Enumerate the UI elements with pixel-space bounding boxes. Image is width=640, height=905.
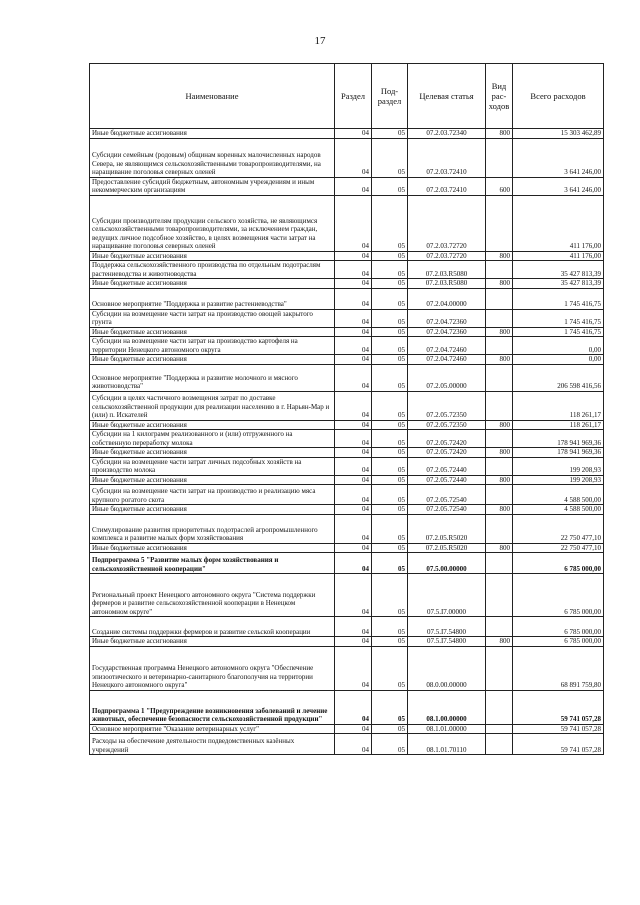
cell-subsection: 05 (372, 646, 408, 690)
cell-kind (486, 514, 513, 543)
cell-kind (486, 690, 513, 724)
table-row (90, 195, 604, 251)
cell-total: 6 785 000,00 (513, 553, 604, 574)
table-row (90, 251, 604, 261)
cell-target: 08.1.01.70110 (408, 734, 486, 755)
cell-name: Иные бюджетные ассигнования (90, 475, 335, 485)
cell-section: 04 (335, 138, 372, 177)
cell-subsection: 05 (372, 288, 408, 309)
cell-target: 07.2.05.72350 (408, 420, 486, 430)
cell-total: 3 641 246,00 (513, 138, 604, 177)
cell-subsection: 05 (372, 553, 408, 574)
table-row (90, 327, 604, 337)
cell-target: 07.2.03.R5080 (408, 261, 486, 279)
table-row (90, 690, 604, 724)
cell-target: 07.2.04.72460 (408, 355, 486, 365)
cell-section: 04 (335, 327, 372, 337)
cell-target: 07.2.03.R5080 (408, 279, 486, 289)
cell-total: 6 785 000,00 (513, 574, 604, 617)
cell-name: Субсидии семейным (родовым) общинам коренных малочисленных народов Севера, не являющимся сельскохозяйственными товаропроизводителями, на наращивание поголовья северных оленей (90, 138, 335, 177)
cell-subsection: 05 (372, 690, 408, 724)
cell-section: 04 (335, 364, 372, 391)
cell-subsection: 05 (372, 420, 408, 430)
cell-total: 15 303 462,89 (513, 129, 604, 139)
table-row (90, 279, 604, 289)
cell-section: 04 (335, 195, 372, 251)
cell-kind: 800 (486, 327, 513, 337)
table-row (90, 448, 604, 458)
cell-total: 4 588 500,00 (513, 485, 604, 505)
cell-kind (486, 457, 513, 475)
table-row (90, 364, 604, 391)
cell-target: 07.2.03.72410 (408, 177, 486, 195)
cell-name: Иные бюджетные ассигнования (90, 505, 335, 515)
cell-subsection: 05 (372, 391, 408, 420)
header-name: Наименование (90, 64, 335, 129)
cell-target: 07.2.05.00000 (408, 364, 486, 391)
cell-kind (486, 430, 513, 448)
cell-subsection: 05 (372, 309, 408, 327)
header-subsection: Под-раздел (372, 64, 408, 129)
cell-kind (486, 724, 513, 734)
table-row (90, 505, 604, 515)
cell-target: 07.2.04.72360 (408, 309, 486, 327)
cell-total: 59 741 057,28 (513, 690, 604, 724)
cell-subsection: 05 (372, 724, 408, 734)
cell-kind: 800 (486, 279, 513, 289)
table-header-row (90, 64, 604, 129)
cell-name: Иные бюджетные ассигнования (90, 327, 335, 337)
table-row (90, 457, 604, 475)
table-row (90, 617, 604, 637)
cell-section: 04 (335, 485, 372, 505)
cell-kind (486, 261, 513, 279)
cell-target: 07.2.04.72360 (408, 327, 486, 337)
table-row (90, 129, 604, 139)
cell-subsection: 05 (372, 475, 408, 485)
cell-subsection: 05 (372, 574, 408, 617)
cell-subsection: 05 (372, 251, 408, 261)
cell-section: 04 (335, 251, 372, 261)
table-row (90, 337, 604, 355)
cell-subsection: 05 (372, 129, 408, 139)
cell-subsection: 05 (372, 364, 408, 391)
cell-subsection: 05 (372, 617, 408, 637)
cell-section: 04 (335, 514, 372, 543)
cell-target: 07.2.05.72420 (408, 448, 486, 458)
cell-total: 411 176,00 (513, 195, 604, 251)
cell-section: 04 (335, 690, 372, 724)
cell-kind: 800 (486, 637, 513, 647)
table-row (90, 485, 604, 505)
cell-section: 04 (335, 505, 372, 515)
cell-subsection: 05 (372, 485, 408, 505)
cell-name: Расходы на обеспечение деятельности подведомственных казённых учреждений (90, 734, 335, 755)
cell-total: 59 741 057,28 (513, 734, 604, 755)
cell-kind: 800 (486, 251, 513, 261)
cell-name: Основное мероприятие "Оказание ветеринарных услуг" (90, 724, 335, 734)
cell-section: 04 (335, 355, 372, 365)
cell-total: 1 745 416,75 (513, 327, 604, 337)
cell-subsection: 05 (372, 734, 408, 755)
cell-name: Иные бюджетные ассигнования (90, 543, 335, 553)
cell-name: Субсидии на возмещение части затрат на производство и реализацию мяса крупного рогатого скота (90, 485, 335, 505)
cell-section: 04 (335, 448, 372, 458)
cell-name: Субсидии на возмещение части затрат личных подсобных хозяйств на производство молока (90, 457, 335, 475)
cell-subsection: 05 (372, 138, 408, 177)
cell-target: 07.2.03.72720 (408, 195, 486, 251)
cell-subsection: 05 (372, 448, 408, 458)
cell-name: Субсидии производителям продукции сельского хозяйства, не являющимся сельскохозяйственными товаропроизводителями, за исключением граждан, ведущих личное подсобное хозяйство, в целях возмещения части затрат на наращивание поголовья северных оленей (90, 195, 335, 251)
table-row (90, 391, 604, 420)
cell-kind (486, 553, 513, 574)
cell-name: Основное мероприятие "Поддержка и развитие растениеводства" (90, 288, 335, 309)
page-number: 17 (314, 35, 326, 47)
cell-name: Подпрограмма 1 "Предупреждение возникновения заболеваний и лечение животных, обеспечение безопасности сельскохозяйственной продукции" (90, 690, 335, 724)
cell-kind: 800 (486, 505, 513, 515)
cell-kind: 800 (486, 129, 513, 139)
cell-section: 04 (335, 475, 372, 485)
table-row (90, 734, 604, 755)
cell-name: Создание системы поддержки фермеров и развитие сельской кооперации (90, 617, 335, 637)
cell-kind (486, 309, 513, 327)
cell-subsection: 05 (372, 543, 408, 553)
table-row (90, 543, 604, 553)
cell-kind: 800 (486, 355, 513, 365)
cell-section: 04 (335, 637, 372, 647)
cell-section: 04 (335, 574, 372, 617)
cell-kind: 800 (486, 475, 513, 485)
cell-kind: 600 (486, 177, 513, 195)
cell-section: 04 (335, 617, 372, 637)
cell-subsection: 05 (372, 505, 408, 515)
cell-total: 59 741 057,28 (513, 724, 604, 734)
cell-subsection: 05 (372, 430, 408, 448)
cell-kind (486, 617, 513, 637)
table-row (90, 574, 604, 617)
cell-name: Субсидии в целях частичного возмещения затрат по доставке сельскохозяйственной продукции для реализации населению в г. Нарьян-Мар и (или) п. Искателей (90, 391, 335, 420)
cell-subsection: 05 (372, 327, 408, 337)
cell-subsection: 05 (372, 177, 408, 195)
cell-section: 04 (335, 337, 372, 355)
cell-kind (486, 337, 513, 355)
cell-kind: 800 (486, 448, 513, 458)
cell-name: Субсидии на возмещение части затрат на производство овощей закрытого грунта (90, 309, 335, 327)
cell-section: 04 (335, 309, 372, 327)
header-target: Целевая статья (408, 64, 486, 129)
cell-total: 35 427 813,39 (513, 261, 604, 279)
cell-kind (486, 138, 513, 177)
cell-total: 3 641 246,00 (513, 177, 604, 195)
cell-name: Государственная программа Ненецкого автономного округа "Обеспечение эпизоотического и ветеринарно-санитарного благополучия на территории Ненецкого автономного округа" (90, 646, 335, 690)
cell-target: 07.5.I7.54800 (408, 617, 486, 637)
table-row (90, 288, 604, 309)
cell-section: 04 (335, 288, 372, 309)
cell-target: 07.2.05.72540 (408, 505, 486, 515)
header-section: Раздел (335, 64, 372, 129)
cell-total: 178 941 969,36 (513, 430, 604, 448)
table-row (90, 177, 604, 195)
cell-section: 04 (335, 553, 372, 574)
cell-target: 07.2.05.72350 (408, 391, 486, 420)
cell-kind (486, 574, 513, 617)
cell-subsection: 05 (372, 637, 408, 647)
cell-section: 04 (335, 129, 372, 139)
table-row (90, 138, 604, 177)
cell-total: 118 261,17 (513, 420, 604, 430)
cell-name: Региональный проект Ненецкого автономного округа "Система поддержки фермеров и развитие сельскохозяйственной кооперации в Ненецком автономном округе" (90, 574, 335, 617)
cell-kind (486, 195, 513, 251)
cell-name: Стимулирование развития приоритетных подотраслей агропромышленного комплекса и развитие малых форм хозяйствования (90, 514, 335, 543)
cell-subsection: 05 (372, 261, 408, 279)
cell-name: Иные бюджетные ассигнования (90, 637, 335, 647)
cell-section: 04 (335, 391, 372, 420)
cell-total: 22 750 477,10 (513, 543, 604, 553)
cell-section: 04 (335, 457, 372, 475)
cell-target: 08.0.00.00000 (408, 646, 486, 690)
cell-total: 68 891 759,80 (513, 646, 604, 690)
cell-subsection: 05 (372, 355, 408, 365)
cell-total: 6 785 000,00 (513, 637, 604, 647)
cell-total: 4 588 500,00 (513, 505, 604, 515)
table-row (90, 355, 604, 365)
cell-target: 08.1.01.00000 (408, 724, 486, 734)
table-row (90, 637, 604, 647)
cell-total: 6 785 000,00 (513, 617, 604, 637)
cell-total: 35 427 813,39 (513, 279, 604, 289)
cell-section: 04 (335, 177, 372, 195)
cell-target: 08.1.00.00000 (408, 690, 486, 724)
cell-section: 04 (335, 261, 372, 279)
cell-target: 07.2.05.R5020 (408, 543, 486, 553)
cell-total: 0,00 (513, 355, 604, 365)
cell-name: Иные бюджетные ассигнования (90, 279, 335, 289)
cell-total: 0,00 (513, 337, 604, 355)
cell-name: Иные бюджетные ассигнования (90, 420, 335, 430)
cell-section: 04 (335, 420, 372, 430)
cell-kind (486, 485, 513, 505)
cell-name: Иные бюджетные ассигнования (90, 355, 335, 365)
cell-subsection: 05 (372, 195, 408, 251)
cell-target: 07.5.I7.00000 (408, 574, 486, 617)
cell-target: 07.5.I7.54800 (408, 637, 486, 647)
cell-total: 1 745 416,75 (513, 309, 604, 327)
cell-target: 07.2.04.72460 (408, 337, 486, 355)
cell-target: 07.2.05.72420 (408, 430, 486, 448)
cell-target: 07.2.05.72440 (408, 475, 486, 485)
cell-target: 07.2.03.72410 (408, 138, 486, 177)
table-row (90, 309, 604, 327)
cell-name: Основное мероприятие "Поддержка и развитие молочного и мясного животноводства" (90, 364, 335, 391)
cell-section: 04 (335, 724, 372, 734)
cell-total: 118 261,17 (513, 391, 604, 420)
table-row (90, 646, 604, 690)
cell-kind (486, 391, 513, 420)
cell-kind (486, 288, 513, 309)
cell-target: 07.2.05.72540 (408, 485, 486, 505)
budget-table (89, 63, 604, 755)
table-row (90, 475, 604, 485)
cell-subsection: 05 (372, 457, 408, 475)
table-row (90, 261, 604, 279)
cell-kind (486, 364, 513, 391)
cell-kind (486, 646, 513, 690)
table-row (90, 420, 604, 430)
table-body (90, 129, 604, 755)
table-row (90, 514, 604, 543)
header-total: Всего расходов (513, 64, 604, 129)
header-kind: Вид рас-ходов (486, 64, 513, 129)
cell-kind: 800 (486, 420, 513, 430)
cell-section: 04 (335, 543, 372, 553)
cell-name: Иные бюджетные ассигнования (90, 251, 335, 261)
cell-kind: 800 (486, 543, 513, 553)
cell-section: 04 (335, 279, 372, 289)
cell-total: 199 208,93 (513, 457, 604, 475)
cell-subsection: 05 (372, 279, 408, 289)
cell-target: 07.2.05.72440 (408, 457, 486, 475)
cell-total: 178 941 969,36 (513, 448, 604, 458)
cell-total: 22 750 477,10 (513, 514, 604, 543)
table-row (90, 724, 604, 734)
cell-total: 411 176,00 (513, 251, 604, 261)
table-row (90, 553, 604, 574)
cell-total: 1 745 416,75 (513, 288, 604, 309)
cell-total: 199 208,93 (513, 475, 604, 485)
table-row (90, 430, 604, 448)
cell-target: 07.2.05.R5020 (408, 514, 486, 543)
cell-target: 07.2.03.72720 (408, 251, 486, 261)
cell-section: 04 (335, 734, 372, 755)
cell-target: 07.5.00.00000 (408, 553, 486, 574)
cell-name: Предоставление субсидий бюджетным, автономным учреждениям и иным некоммерческим организациям (90, 177, 335, 195)
cell-section: 04 (335, 430, 372, 448)
cell-kind (486, 734, 513, 755)
cell-name: Субсидии на возмещение части затрат на производство картофеля на территории Ненецкого автономного округа (90, 337, 335, 355)
cell-subsection: 05 (372, 337, 408, 355)
cell-name: Субсидии на 1 килограмм реализованного и (или) отгруженного на собственную переработку молока (90, 430, 335, 448)
cell-name: Подпрограмма 5 "Развитие малых форм хозяйствования и сельскохозяйственной кооперации" (90, 553, 335, 574)
cell-target: 07.2.03.72340 (408, 129, 486, 139)
cell-name: Иные бюджетные ассигнования (90, 448, 335, 458)
cell-name: Иные бюджетные ассигнования (90, 129, 335, 139)
cell-target: 07.2.04.00000 (408, 288, 486, 309)
cell-name: Поддержка сельскохозяйственного производства по отдельным подотраслям растениеводства и животноводства (90, 261, 335, 279)
cell-total: 206 598 416,56 (513, 364, 604, 391)
cell-subsection: 05 (372, 514, 408, 543)
cell-section: 04 (335, 646, 372, 690)
